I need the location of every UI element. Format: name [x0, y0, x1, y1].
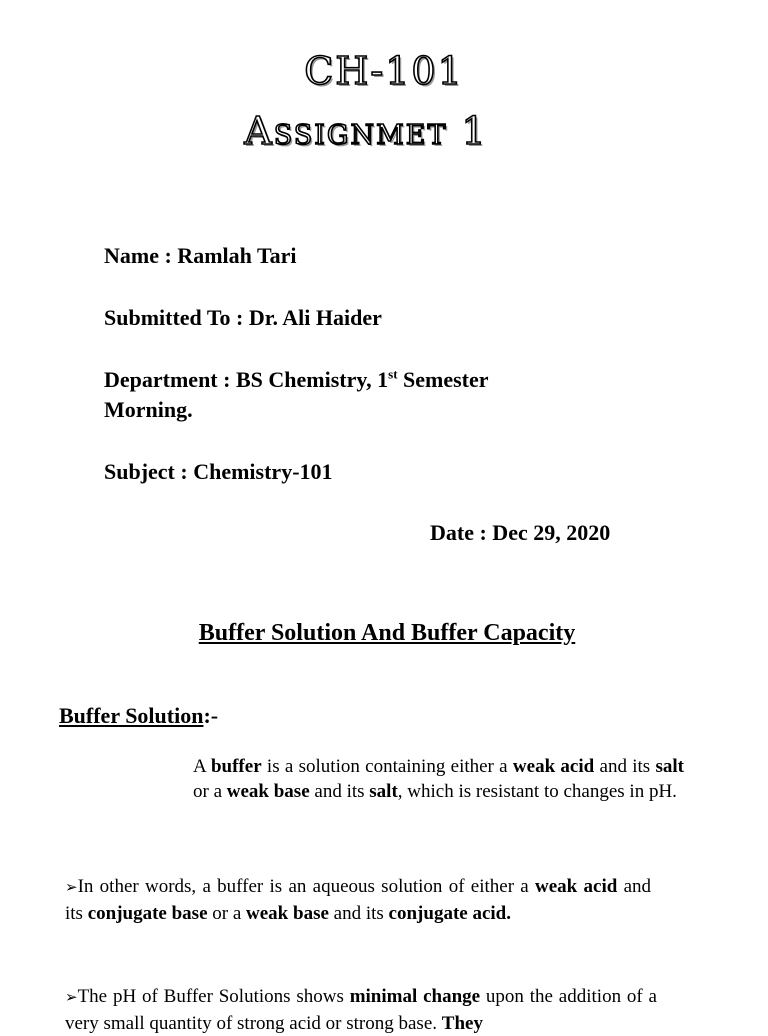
text-run: The pH of Buffer Solutions shows: [77, 986, 350, 1007]
submission-date: Date : Dec 29, 2020: [430, 520, 611, 545]
bold-run: buffer: [210, 756, 262, 777]
text-run: and its: [309, 781, 370, 802]
subheading-suffix: :-: [203, 703, 219, 728]
subject: Subject : Chemistry-101: [104, 459, 333, 484]
arrow-bullet-icon: ➢: [65, 880, 78, 896]
department-semester: Semester: [397, 367, 489, 392]
bold-run: weak acid: [535, 876, 618, 897]
department-shift: Morning.: [104, 397, 193, 422]
text-run: or a: [193, 781, 227, 802]
arrow-bullet-icon: ➢: [65, 990, 78, 1006]
text-run: or a: [207, 903, 247, 924]
bold-run: conjugate acid.: [388, 903, 511, 924]
department-text: Department : BS Chemistry, 1: [104, 367, 389, 392]
ph-paragraph: [65, 984, 657, 1036]
text-run: is a solution containing either a: [261, 756, 513, 777]
subheading-label: Buffer Solution: [59, 703, 204, 728]
bold-run: weak base: [246, 903, 329, 924]
student-name: Name : Ramlah Tari: [104, 243, 297, 268]
bold-run: weak base: [226, 781, 310, 802]
bold-run: minimal change: [349, 986, 481, 1007]
bold-run: They: [441, 1013, 483, 1034]
text-run: and its: [594, 756, 656, 777]
department: [104, 365, 489, 425]
bold-run: salt: [369, 781, 398, 802]
text-run: and its: [65, 876, 652, 924]
section-heading: Buffer Solution And Buffer Capacity: [198, 620, 576, 646]
text-run: In other words, a buffer is an aqueous solution of either a: [77, 876, 536, 897]
text-run: A: [193, 756, 211, 777]
buffer-definition-paragraph: [193, 754, 684, 804]
assignment-number-title: Assignmet 1: [244, 109, 488, 153]
submitted-to: Submitted To : Dr. Ali Haider: [104, 305, 382, 330]
text-run: upon the addition of a very small quantity of strong acid or strong base.: [65, 986, 657, 1034]
department-ordinal-suffix: st: [388, 366, 398, 382]
text-run: , which is resistant to changes in pH.: [397, 781, 677, 802]
bold-run: salt: [655, 756, 684, 777]
course-code-title: CH-101: [304, 49, 464, 93]
bold-run: weak acid: [512, 756, 595, 777]
bold-run: conjugate base: [87, 903, 208, 924]
subheading-buffer-solution: [59, 703, 218, 729]
in-other-words-paragraph: [65, 874, 651, 926]
text-run: and its: [328, 903, 389, 924]
